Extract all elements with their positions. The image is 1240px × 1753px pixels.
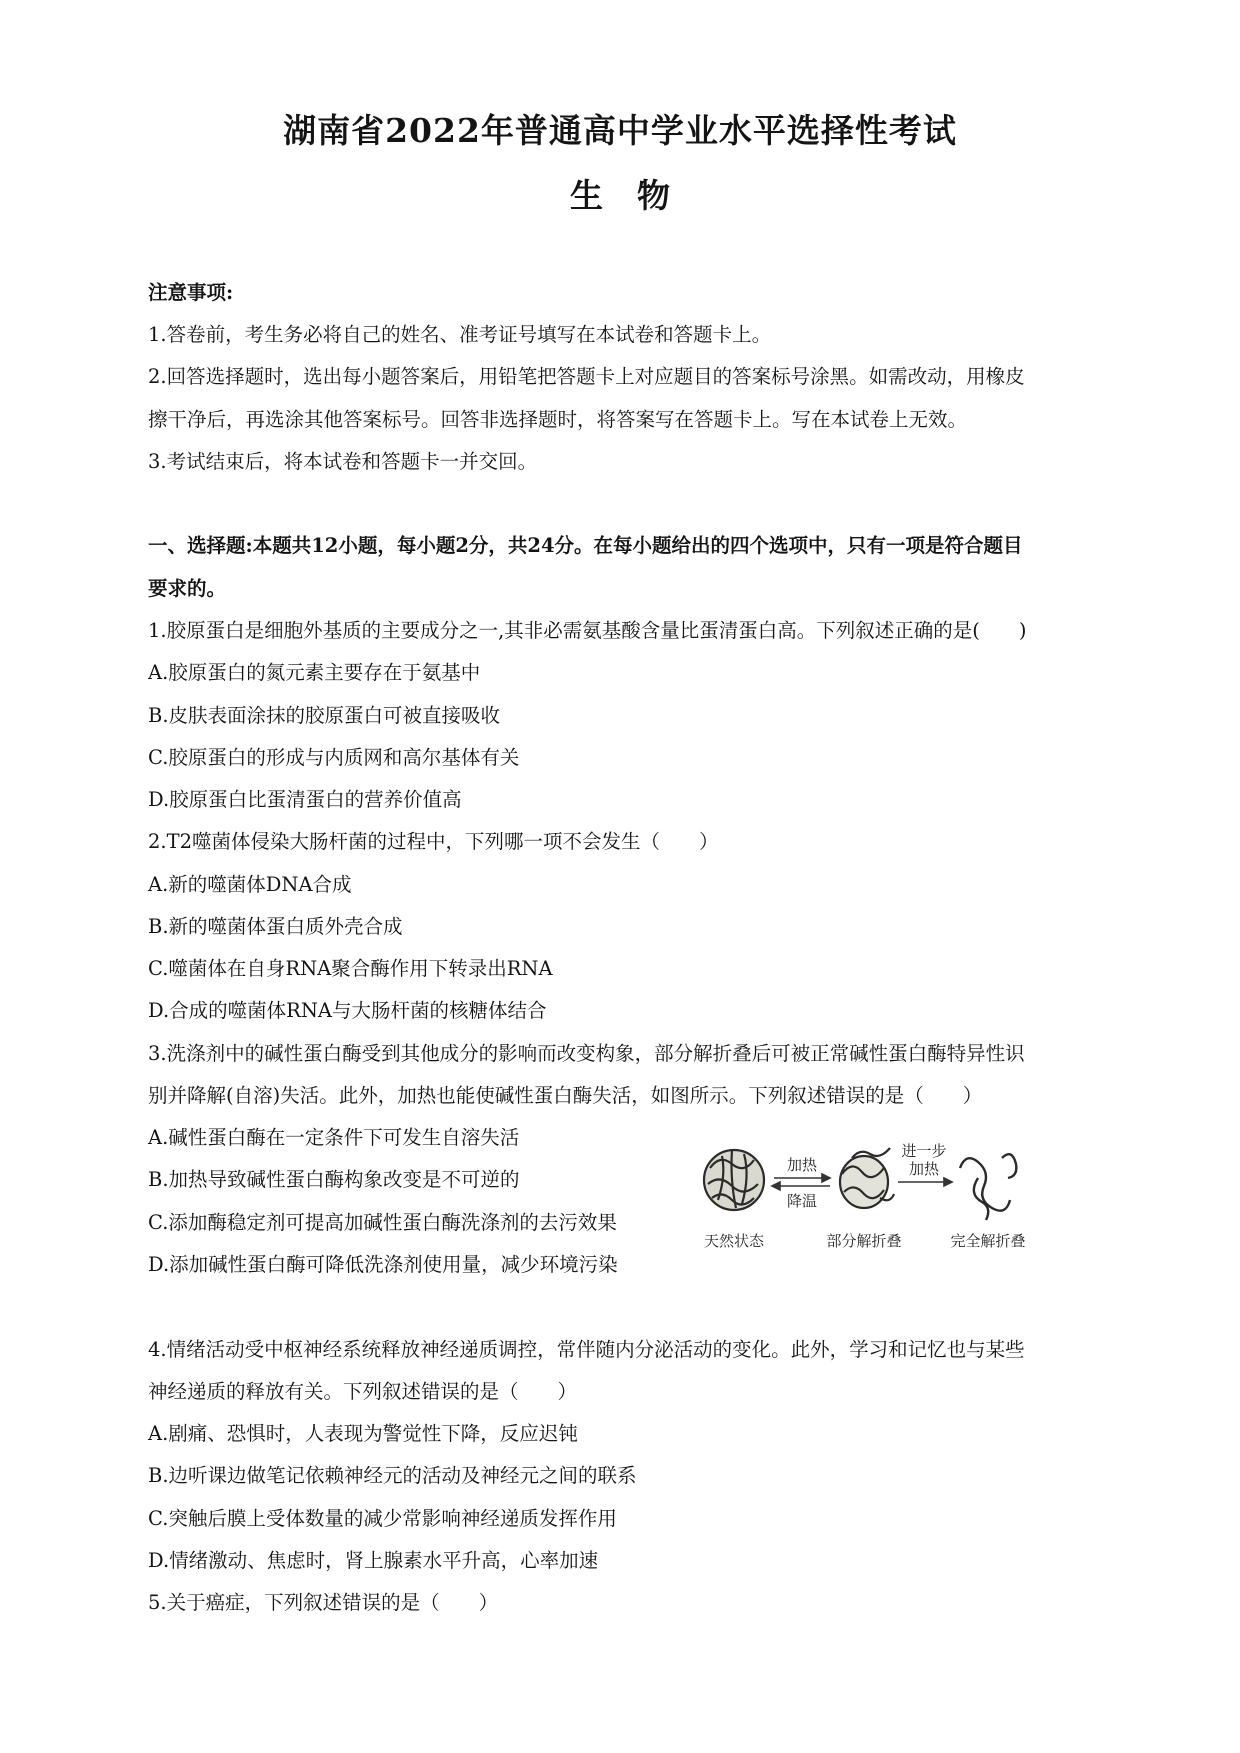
option-d: D.合成的噬菌体RNA与大肠杆菌的核糖体结合 [148,999,547,1022]
option-c: C.添加酶稳定剂可提高加碱性蛋白酶洗涤剂的去污效果 [148,1211,617,1234]
option-c: C.噬菌体在自身RNA聚合酶作用下转录出RNA [148,957,553,980]
question-stem: 1.胶原蛋白是细胞外基质的主要成分之一,其非必需氨基酸含量比蛋清蛋白高。下列叙述正确的是( ) [148,619,1027,642]
question-stem: 神经递质的释放有关。下列叙述错误的是（ ） [148,1380,578,1403]
notice-item: 2.回答选择题时，选出每小题答案后，用铅笔把答题卡上对应题目的答案标号涂黑。如需改动，用橡皮 [148,365,1025,388]
option-b: B.加热导致碱性蛋白酶构象改变是不可逆的 [148,1168,520,1191]
arrow2-top-label: 进一步 [901,1142,947,1160]
full-unfolded-protein-image [960,1154,1016,1220]
section-heading: 一、选择题:本题共12小题，每小题2分，共24分。在每小题给出的四个选项中，只有一项是符合题目 [148,534,1023,557]
arrow1-top-label: 加热 [786,1156,818,1174]
option-c: C.突触后膜上受体数量的减少常影响神经递质发挥作用 [148,1507,617,1530]
option-a: A.新的噬菌体DNA合成 [148,873,352,896]
option-d: D.添加碱性蛋白酶可降低洗涤剂使用量，减少环境污染 [148,1253,618,1276]
option-c: C.胶原蛋白的形成与内质网和高尔基体有关 [148,746,520,769]
reversible-arrow [772,1174,830,1190]
notice-heading: 注意事项: [148,281,234,304]
arrow2-bottom-label: 加热 [908,1160,940,1178]
section-heading: 要求的。 [148,577,227,600]
option-d: D.胶原蛋白比蛋清蛋白的营养价值高 [148,788,462,811]
state2-label: 部分解折叠 [826,1232,902,1250]
option-b: B.新的噬菌体蛋白质外壳合成 [148,915,403,938]
arrow1-bottom-label: 降温 [786,1192,818,1210]
notice-item: 擦干净后，再选涂其他答案标号。回答非选择题时，将答案写在答题卡上。写在本试卷上无效。 [148,408,968,431]
notice-item: 3.考试结束后，将本试卷和答题卡一并交回。 [148,450,538,473]
protein-unfolding-figure [692,1138,1032,1258]
question-stem: 4.情绪活动受中枢神经系统释放神经递质调控，常伴随内分泌活动的变化。此外，学习和记忆也与某些 [148,1338,1025,1361]
option-a: A.胶原蛋白的氮元素主要存在于氨基中 [148,661,481,684]
option-b: B.皮肤表面涂抹的胶原蛋白可被直接吸收 [148,704,501,727]
partial-unfolded-protein-image [840,1148,894,1208]
state3-label: 完全解折叠 [950,1232,1026,1250]
native-protein-image [704,1150,764,1210]
question-stem: 5.关于癌症，下列叙述错误的是（ ） [148,1591,499,1614]
option-a: A.碱性蛋白酶在一定条件下可发生自溶失活 [148,1126,520,1149]
forward-arrow [898,1178,952,1186]
state1-label: 天然状态 [703,1232,765,1250]
question-stem: 3.洗涤剂中的碱性蛋白酶受到其他成分的影响而改变构象，部分解折叠后可被正常碱性蛋白酶特异性识 [148,1042,1025,1065]
question-stem: 别并降解(自溶)失活。此外，加热也能使碱性蛋白酶失活，如图所示。下列叙述错误的是（ ） [148,1084,983,1107]
option-a: A.剧痛、恐惧时，人表现为警觉性下降，反应迟钝 [148,1422,578,1445]
option-d: D.情绪激动、焦虑时，肾上腺素水平升高，心率加速 [148,1549,599,1572]
notice-item: 1.答卷前，考生务必将自己的姓名、准考证号填写在本试卷和答题卡上。 [148,323,772,346]
subject-title: 生物 [570,176,704,215]
exam-title: 湖南省2022年普通高中学业水平选择性考试 [283,111,957,150]
option-b: B.边听课边做笔记依赖神经元的活动及神经元之间的联系 [148,1464,637,1487]
question-stem: 2.T2噬菌体侵染大肠杆菌的过程中，下列哪一项不会发生（ ） [148,830,719,853]
